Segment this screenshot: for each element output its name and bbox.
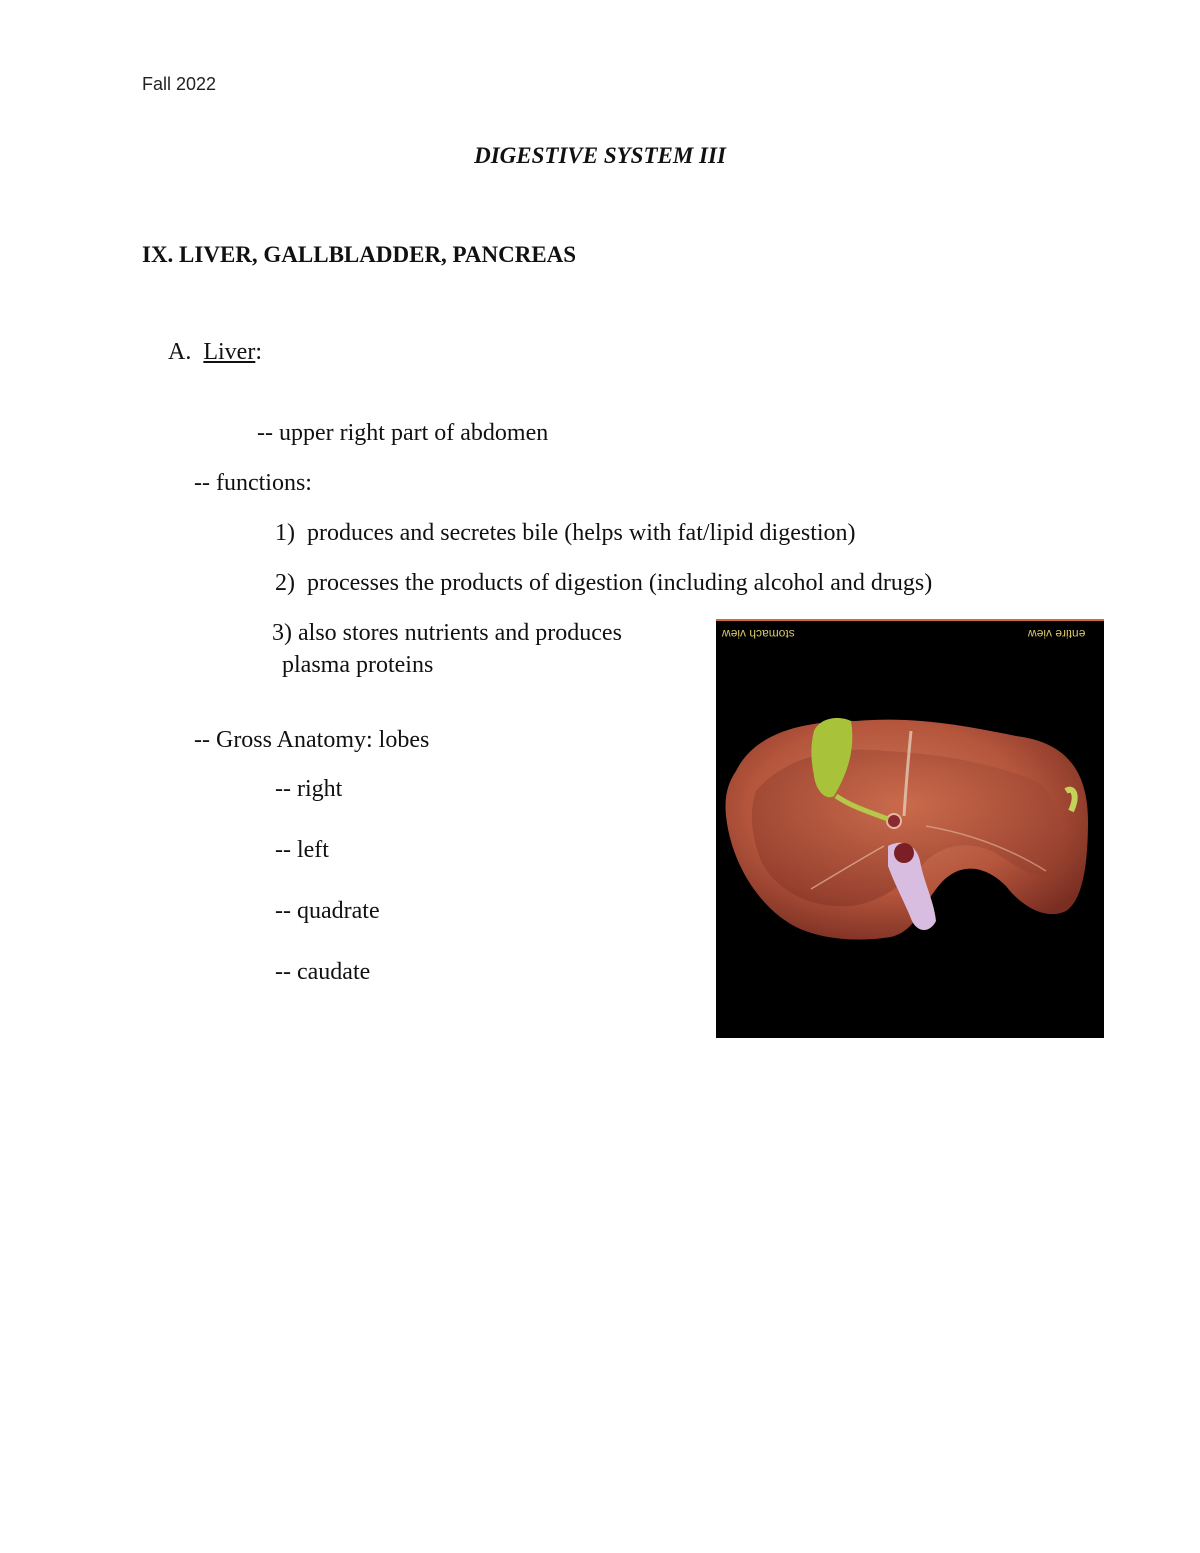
function-item (275, 520, 856, 547)
function-item (275, 570, 932, 597)
subsection-suffix: : (255, 339, 262, 365)
document-title: DIGESTIVE SYSTEM III (474, 143, 726, 168)
liver-illustration (716, 619, 1104, 1038)
lobe-item: -- right (275, 776, 343, 802)
subsection-label: Liver (203, 339, 256, 365)
lobe-item: -- left (275, 837, 329, 863)
function-item-line: 3) also stores nutrients and produces (272, 620, 622, 646)
lobe-item: -- quadrate (275, 898, 380, 924)
function-number: 2) (275, 570, 295, 596)
page-header: Fall 2022 (142, 74, 217, 94)
section-heading: IX. LIVER, GALLBLADDER, PANCREAS (142, 242, 577, 267)
function-number: 1) (275, 520, 295, 546)
liver-drawing (716, 621, 1104, 1038)
vessel-opening (894, 843, 914, 863)
figure-label-left: stomach view (722, 627, 795, 641)
subsection-heading (168, 339, 262, 366)
lobe-item: -- caudate (275, 959, 371, 985)
anatomy-heading: -- Gross Anatomy: lobes (194, 727, 430, 753)
function-item-line: plasma proteins (282, 652, 434, 678)
duct-opening (887, 814, 901, 828)
figure-label-right: entire view (1028, 627, 1086, 641)
location-line: -- upper right part of abdomen (257, 420, 549, 446)
subsection-marker: A. (168, 339, 192, 365)
function-text: produces and secretes bile (helps with fat/lipid digestion) (307, 520, 856, 546)
function-text: processes the products of digestion (including alcohol and drugs) (307, 570, 933, 596)
functions-heading: -- functions: (194, 470, 312, 496)
